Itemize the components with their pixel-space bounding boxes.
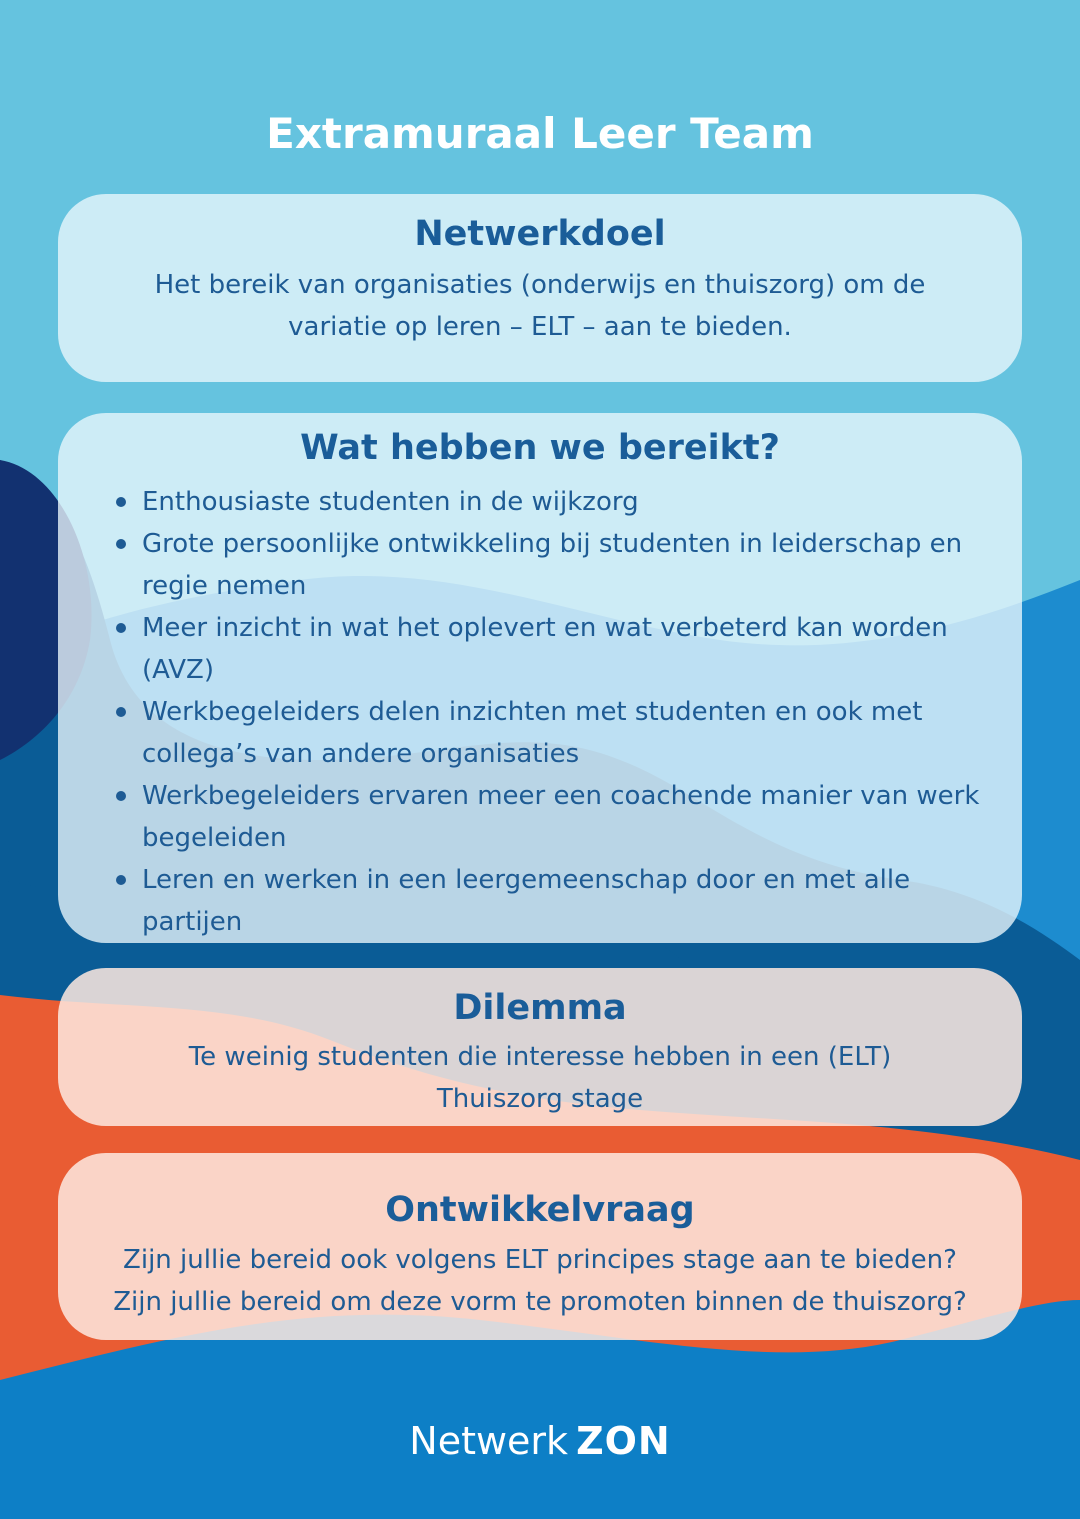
question-text-line-1: Zijn jullie bereid ook volgens ELT principes stage aan te bieden? bbox=[123, 1245, 957, 1275]
brand-logo bbox=[0, 1414, 1080, 1468]
brand-name-regular: Netwerk bbox=[409, 1419, 569, 1463]
dilemma-card bbox=[58, 968, 1022, 1126]
achievements-heading: Wat hebben we bereikt? bbox=[300, 428, 780, 468]
list-item bbox=[142, 859, 1022, 943]
list-item bbox=[142, 607, 1022, 691]
question-card bbox=[58, 1153, 1022, 1340]
list-item bbox=[142, 775, 1022, 859]
list-item-text: Meer inzicht in wat het oplevert en wat verbeterd kan worden (AVZ) bbox=[142, 613, 948, 685]
list-item-text: Werkbegeleiders ervaren meer een coachende manier van werk begeleiden bbox=[142, 781, 980, 853]
achievements-card bbox=[58, 413, 1022, 943]
bullet-icon bbox=[116, 539, 126, 549]
list-item-text: Werkbegeleiders delen inzichten met studenten en ook met collega’s van andere organisaties bbox=[142, 697, 923, 769]
goal-heading: Netwerkdoel bbox=[414, 214, 666, 254]
brand-name-bold: ZON bbox=[576, 1419, 671, 1463]
goal-text-line-1: Het bereik van organisaties (onderwijs en thuiszorg) om de bbox=[154, 270, 926, 300]
list-item bbox=[142, 691, 1022, 775]
dilemma-heading: Dilemma bbox=[453, 988, 627, 1028]
bullet-icon bbox=[116, 707, 126, 717]
goal-text-line-2: variatie op leren – ELT – aan te bieden. bbox=[288, 312, 792, 342]
list-item bbox=[142, 481, 1022, 523]
list-item bbox=[142, 523, 1022, 607]
question-heading: Ontwikkelvraag bbox=[385, 1190, 695, 1230]
bullet-icon bbox=[116, 623, 126, 633]
bullet-icon bbox=[116, 875, 126, 885]
question-text-line-2: Zijn jullie bereid om deze vorm te promoten binnen de thuiszorg? bbox=[113, 1287, 967, 1317]
list-item-text: Enthousiaste studenten in de wijkzorg bbox=[142, 487, 639, 517]
bullet-icon bbox=[116, 791, 126, 801]
achievements-list bbox=[58, 481, 1022, 943]
page-title: Extramuraal Leer Team bbox=[266, 109, 814, 158]
bullet-icon bbox=[116, 497, 126, 507]
list-item-text: Grote persoonlijke ontwikkeling bij studenten in leiderschap en regie nemen bbox=[142, 529, 963, 601]
goal-card bbox=[58, 194, 1022, 382]
list-item-text: Leren en werken in een leergemeenschap door en met alle partijen bbox=[142, 865, 911, 937]
dilemma-text-line-1: Te weinig studenten die interesse hebben in een (ELT) bbox=[188, 1042, 892, 1072]
dilemma-text-line-2: Thuiszorg stage bbox=[436, 1084, 644, 1114]
